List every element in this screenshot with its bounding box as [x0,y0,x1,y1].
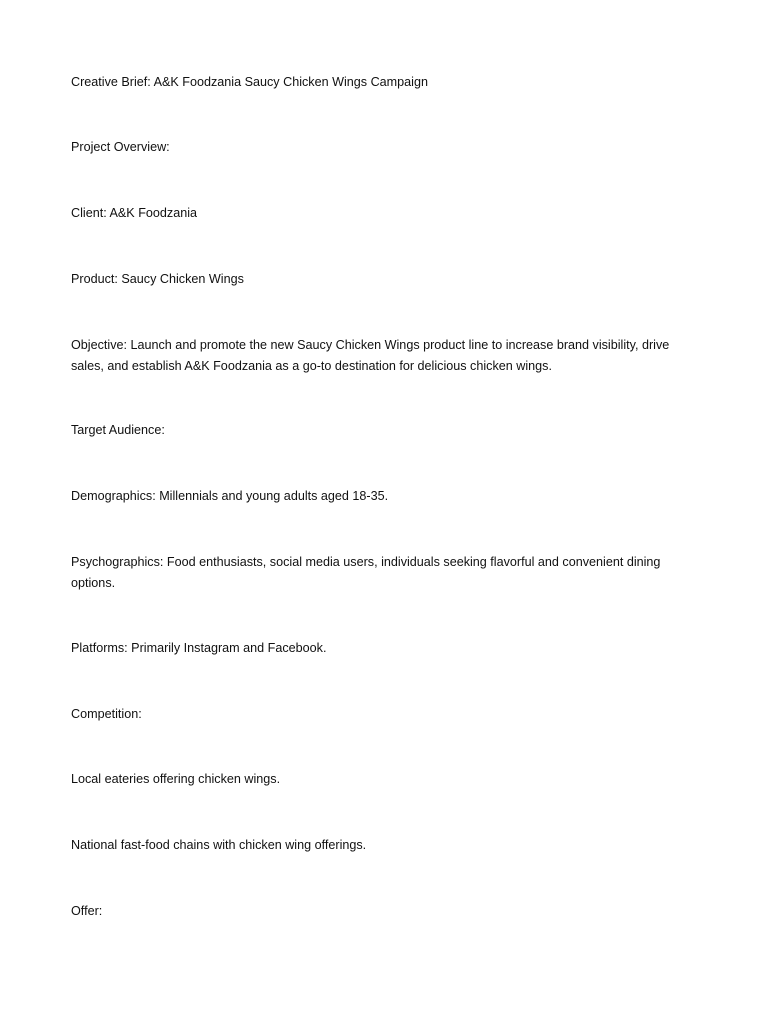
text-line: National fast-food chains with chicken wing offerings. [71,838,367,852]
section-heading-offer [71,901,691,922]
competition-item-national [71,835,691,856]
text-line: Demographics: Millennials and young adults aged 18-35. [71,489,389,503]
text-line: Competition: [71,707,142,721]
text-line: Offer: [71,904,103,918]
text-line: Target Audience: [71,423,165,437]
text-line: Psychographics: Food enthusiasts, social media users, individuals seeking flavorful and convenient dining [71,555,661,569]
section-heading-target-audience [71,420,691,441]
text-line: Project Overview: [71,140,170,154]
section-heading-competition [71,704,691,725]
text-line: Product: Saucy Chicken Wings [71,272,244,286]
text-line: Local eateries offering chicken wings. [71,772,281,786]
brief-title [71,72,691,93]
objective-paragraph [71,335,691,376]
psychographics-paragraph [71,552,691,593]
client-line [71,203,691,224]
text-line: Platforms: Primarily Instagram and Facebook. [71,641,327,655]
product-line [71,269,691,290]
demographics-line [71,486,691,507]
competition-item-local [71,769,691,790]
platforms-line [71,638,691,659]
section-heading-project-overview [71,137,691,158]
text-line: Objective: Launch and promote the new Saucy Chicken Wings product line to increase brand visibility, drive [71,338,670,352]
text-line: options. [71,575,116,590]
text-line: Client: A&K Foodzania [71,206,198,220]
text-line: Creative Brief: A&K Foodzania Saucy Chicken Wings Campaign [71,75,428,89]
text-line: sales, and establish A&K Foodzania as a go-to destination for delicious chicken wings. [71,358,552,373]
